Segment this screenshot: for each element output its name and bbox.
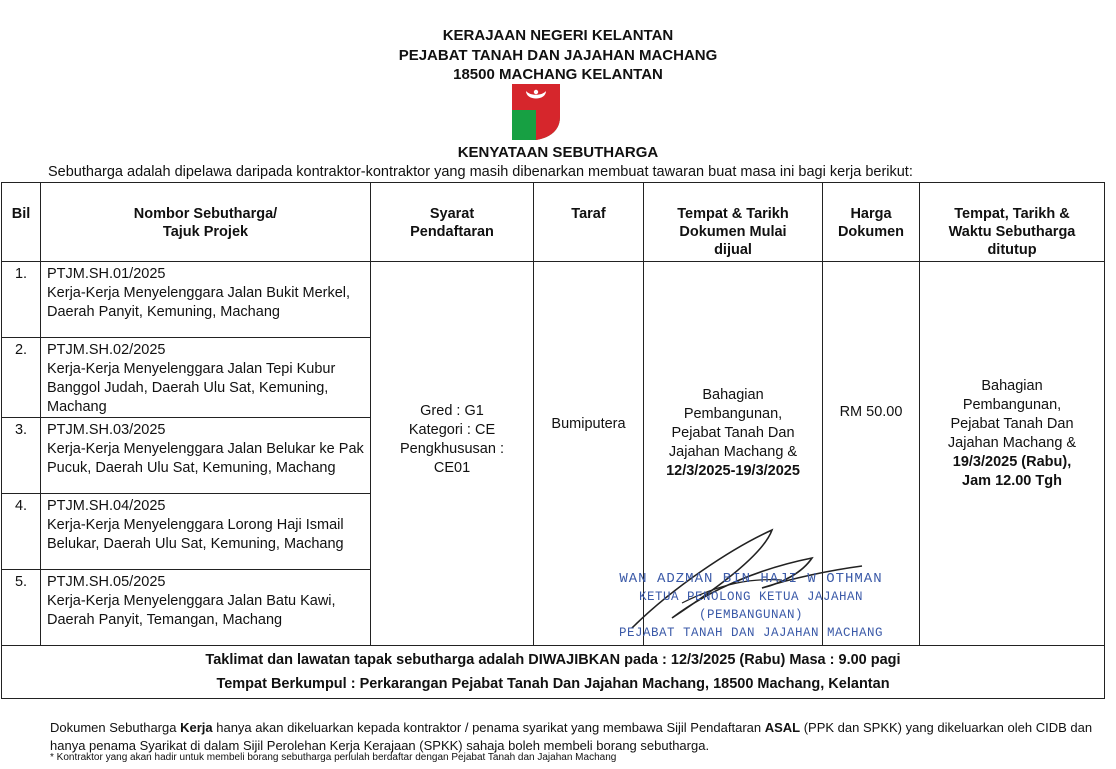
row-bil: 2. <box>2 338 41 418</box>
syarat-cell: Gred : G1 Kategori : CE Pengkhususan : CE01 <box>371 262 534 646</box>
signature-stamp <box>606 570 896 642</box>
signatory-title: KETUA PENOLONG KETUA JAJAHAN <box>638 590 864 604</box>
document-note: Dokumen Sebutharga Kerja hanya akan dikeluarkan kepada kontraktor / penama syarikat yang membawa Sijil Pendaftaran ASAL (PPK dan SPKK) yang dikeluarkan oleh CIDB dan hanya penama Syarikat di dalam Sijil Perolehan Kerja Kerajaan (SPKK) sahaja boleh membeli borang sebutharga. <box>50 720 1093 753</box>
header-line-2: PEJABAT TANAH DAN JAJAHAN MACHANG <box>398 47 718 64</box>
contractor-note: * Kontraktor yang akan hadir untuk membeli borang sebutharga perlulah berdaftar dengan Pejabat Tanah dan Jajahan Machang <box>50 752 617 763</box>
table-footer-row <box>2 646 1105 699</box>
table-header-row <box>2 183 1105 262</box>
row-bil: 4. <box>2 494 41 570</box>
kelantan-crest-icon <box>511 83 561 141</box>
row-bil: 3. <box>2 418 41 494</box>
row-project: PTJM.SH.04/2025 Kerja-Kerja Menyelenggara Lorong Haji Ismail Belukar, Daerah Ulu Sat, Kemuning, Machang <box>41 494 371 570</box>
quotation-table <box>1 182 1105 699</box>
star-icon <box>534 90 538 94</box>
signatory-unit: (PEMBANGUNAN) <box>698 608 804 622</box>
briefing-notice: Taklimat dan lawatan tapak sebutharga adalah DIWAJIBKAN pada : 12/3/2025 (Rabu) Masa : 9.00 pagi Tempat Berkumpul : Perkarangan Pejabat Tanah Dan Jajahan Machang, 18500 Machang, Kelantan <box>2 646 1105 699</box>
signatory-office: PEJABAT TANAH DAN JAJAHAN MACHANG <box>618 626 884 640</box>
row-project: PTJM.SH.01/2025 Kerja-Kerja Menyelenggara Jalan Bukit Merkel, Daerah Panyit, Kemuning, Machang <box>41 262 371 338</box>
col-header-tutup: Tempat, Tarikh & Waktu Sebutharga ditutup <box>920 183 1105 262</box>
page-title: KENYATAAN SEBUTHARGA <box>457 144 659 161</box>
row-bil: 1. <box>2 262 41 338</box>
row-project: PTJM.SH.03/2025 Kerja-Kerja Menyelenggara Jalan Belukar ke Pak Pucuk, Daerah Ulu Sat, Kemuning, Machang <box>41 418 371 494</box>
table-row <box>2 262 1105 338</box>
header-line-1: KERAJAAN NEGERI KELANTAN <box>442 27 674 44</box>
intro-text: Sebutharga adalah dipelawa daripada kontraktor-kontraktor yang masih dibenarkan membuat tawaran buat masa ini bagi kerja berikut: <box>48 164 913 180</box>
row-project: PTJM.SH.05/2025 Kerja-Kerja Menyelenggara Jalan Batu Kawi, Daerah Panyit, Temangan, Machang <box>41 570 371 646</box>
taraf-cell: Bumiputera <box>534 262 644 646</box>
tempat-tutup-cell: Bahagian Pembangunan, Pejabat Tanah Dan Jajahan Machang & 19/3/2025 (Rabu), Jam 12.00 Tgh <box>920 262 1105 646</box>
col-header-bil: Bil <box>2 183 41 262</box>
col-header-tempat: Tempat & Tarikh Dokumen Mulai dijual <box>644 183 823 262</box>
col-header-syarat: Syarat Pendaftaran <box>371 183 534 262</box>
col-header-nombor: Nombor Sebutharga/ Tajuk Projek <box>41 183 371 262</box>
col-header-taraf: Taraf <box>534 183 644 262</box>
signatory-name: WAN ADZMAN BIN HAJI W OTHMAN <box>619 571 883 587</box>
header-line-3: 18500 MACHANG KELANTAN <box>453 66 663 83</box>
tempat-jual-cell: Bahagian Pembangunan, Pejabat Tanah Dan Jajahan Machang & 12/3/2025-19/3/2025 <box>644 262 823 646</box>
crest-red-lower-right <box>536 110 560 140</box>
harga-cell: RM 50.00 <box>823 262 920 646</box>
col-header-harga: Harga Dokumen <box>823 183 920 262</box>
row-project: PTJM.SH.02/2025 Kerja-Kerja Menyelenggara Jalan Tepi Kubur Banggol Judah, Daerah Ulu Sat, Kemuning, Machang <box>41 338 371 418</box>
row-bil: 5. <box>2 570 41 646</box>
